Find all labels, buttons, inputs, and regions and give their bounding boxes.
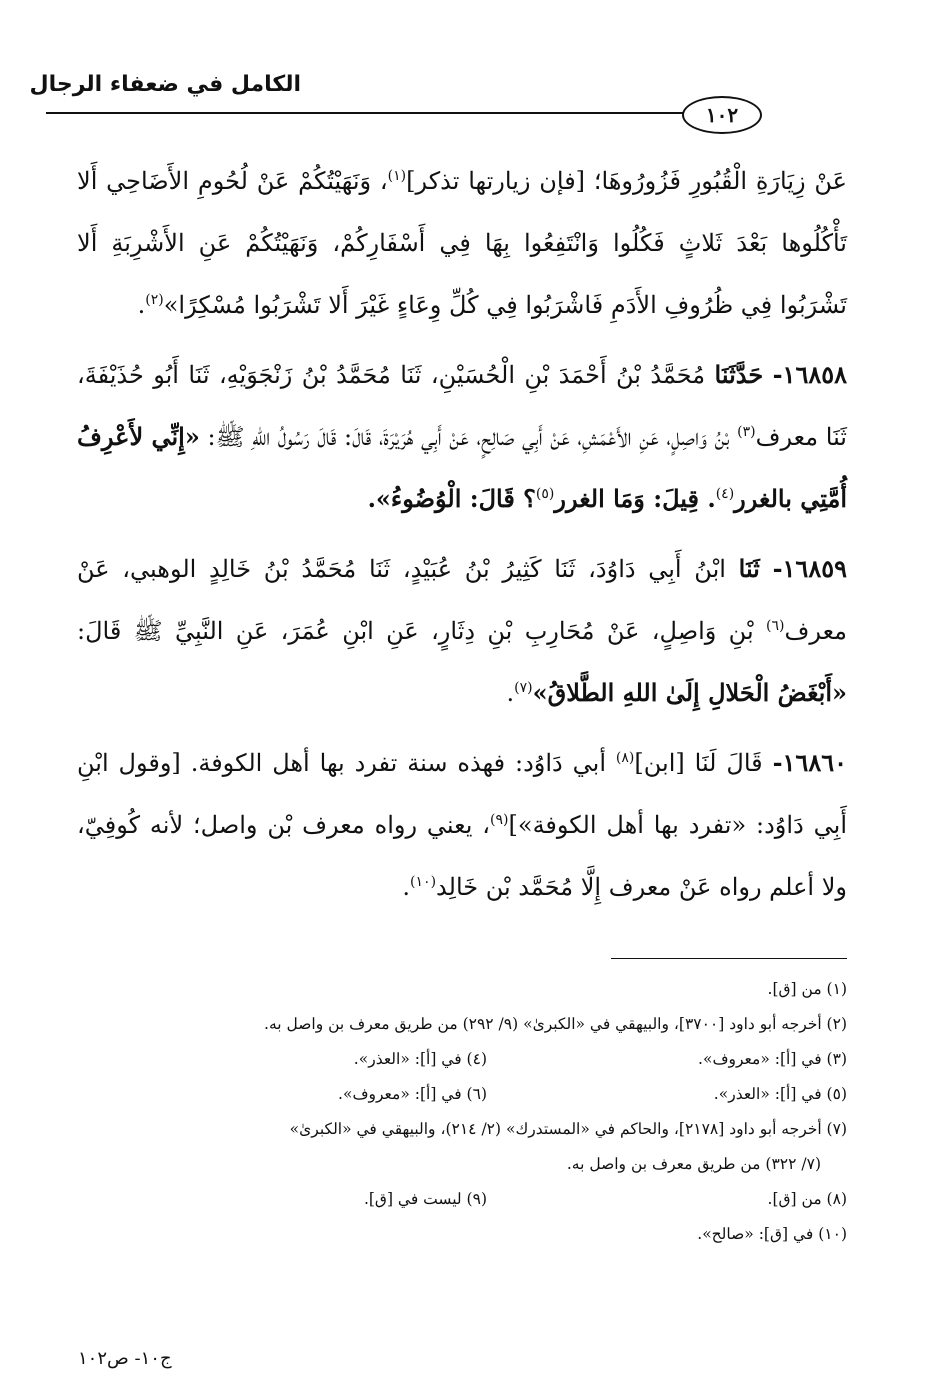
hadith-number: ١٦٨٥٨- — [772, 360, 847, 389]
hadith-16860 — [77, 732, 847, 918]
main-text — [77, 150, 847, 926]
text: عَنْ زِيَارَةِ الْقُبُورِ فَزُورُوهَا؛ [فإن زيارتها تذكر] — [406, 167, 847, 195]
footnote-ref: (٢) — [145, 292, 164, 308]
footnote-ref: (٧) — [514, 680, 533, 696]
hadith-number: ١٦٨٦٠- — [772, 748, 847, 777]
narration-lead: ثَنَا — [738, 554, 760, 583]
footnote-1: (١) من [ق]. — [767, 980, 847, 998]
footnote-ref: (٦) — [765, 618, 785, 634]
footnote-ref: (١) — [387, 168, 407, 184]
hadith-16859 — [77, 538, 847, 724]
footnote-ref: (٨) — [615, 750, 635, 766]
hadith-16858 — [77, 344, 847, 530]
quote: «أَبْغَضُ الْحَلالِ إِلَىٰ اللهِ الطَّلاقُ» — [532, 678, 847, 707]
footnote-row — [77, 1077, 847, 1112]
footnote-ref: (٣) — [737, 424, 756, 440]
footnote-separator — [611, 958, 847, 959]
text: ابْنُ أَبِي دَاوُدَ، ثَنَا كَثِيرُ بْنُ عُبَيْدٍ، ثَنَا مُحَمَّدُ بْنُ خَالِدٍ الوهبي، عَنْ معرف — [77, 555, 848, 645]
text: أبي دَاوُد: فهذه سنة تفرد بها أهل الكوفة. [وقول ابْنِ أَبِي دَاوُد: «تفرد بها أهل الكوفة»] — [77, 749, 847, 839]
footnote-4: (٤) في [أ]: «العذر». — [353, 1050, 487, 1068]
footnote-ref: (٤) — [715, 486, 735, 502]
quote: «إِنِّي لأَعْرِفُ أُمَّتِي بالغرر — [77, 422, 847, 513]
text: بْنُ وَاصِلٍ، عَنِ الأَعْمَشِ، عَنْ أَبِي صَالِحٍ، عَنْ أَبِي هُرَيْرَةَ، قَالَ: قَالَ رَسُولُ اللهِ ﷺ: — [199, 423, 730, 451]
volume-page-code: ج١٠- ص١٠٢ — [78, 1348, 172, 1369]
footnote-ref: (٩) — [490, 812, 509, 828]
quote: ؟ قَالَ: الْوُضُوءُ». — [367, 484, 536, 513]
text: . — [137, 291, 146, 319]
footnotes — [77, 972, 847, 1252]
footnote-ref: (١٠) — [410, 874, 437, 890]
header-rule — [46, 112, 754, 114]
footnote-row — [77, 1042, 847, 1077]
text: . — [402, 873, 411, 901]
narration-lead: حَدَّثَنَا — [714, 360, 764, 389]
footnote-10: (١٠) في [ق]: «صالح». — [697, 1225, 847, 1243]
footnote-row — [77, 1182, 847, 1217]
text: ، وَنَهَيْتُكُمْ عَنْ لُحُومِ الأَضَاحِي أَلا تَأْكُلُوها بَعْدَ ثَلاثٍ فَكُلُوا وَانْتَفِعُوا بِهَا فِي أَسْفَارِكُمْ، وَنَهَيْتُكُمْ عَنِ الأَشْرِبَةِ أَلا تَشْرَبُوا فِي ظُرُوفِ الأَدَمِ فَاشْرَبُوا فِي كُلِّ وِعَاءٍ غَيْرَ أَلا تَشْرَبُوا مُسْكِرًا» — [77, 167, 847, 319]
page-number: ١٠٢ — [682, 96, 762, 134]
footnote-9: (٩) ليست في [ق]. — [363, 1190, 487, 1208]
text: ، يعني رواه معرف بْن واصل؛ لأنه كُوفِيّ، ولا أعلم رواه عَنْ معرف إِلَّا مُحَمَّد بْن خَالِد — [77, 811, 847, 901]
text: بْنِ وَاصِلٍ، عَنْ مُحَارِبِ بْنِ دِثَارٍ، عَنِ ابْنِ عُمَرَ، عَنِ النَّبِيِّ ﷺ قَالَ: — [77, 617, 754, 645]
text: . — [506, 679, 515, 707]
paragraph-continuation — [77, 150, 847, 336]
footnote-8: (٨) من [ق]. — [767, 1190, 847, 1208]
text: مُحَمَّدُ بْنُ أَحْمَدَ بْنِ الْحُسَيْنِ، ثَنَا مُحَمَّدُ بْنُ زَنْجَوَيْهِ، ثَنَا أَبُو حُذَيْفَةَ، ثَنَا معرف — [77, 361, 847, 451]
footnote-5: (٥) في [أ]: «العذر». — [713, 1085, 847, 1103]
footnote-6: (٦) في [أ]: «معروف». — [338, 1085, 487, 1103]
footnote-2: (٢) أخرجه أبو داود [٣٧٠٠]، والبيهقي في «الكبرىٰ» (٩/ ٢٩٢) من طريق معرف بن واصل به. — [264, 1015, 847, 1033]
footnote-3: (٣) في [أ]: «معروف». — [698, 1050, 847, 1068]
footnote-ref: (٥) — [535, 486, 555, 502]
footnote-7-continued: (٧/ ٣٢٢) من طريق معرف بن واصل به. — [566, 1155, 821, 1173]
footnote-7: (٧) أخرجه أبو داود [٢١٧٨]، والحاكم في «المستدرك» (٢/ ٢١٤)، والبيهقي في «الكبرىٰ» — [289, 1120, 847, 1138]
quote: . قِيلَ: وَمَا الغرر — [554, 484, 716, 513]
running-title: الكامل في ضعفاء الرجال — [29, 72, 301, 97]
page-header — [29, 66, 846, 127]
hadith-number: ١٦٨٥٩- — [772, 554, 847, 583]
text: قَالَ لَنَا [ابن] — [634, 749, 763, 777]
